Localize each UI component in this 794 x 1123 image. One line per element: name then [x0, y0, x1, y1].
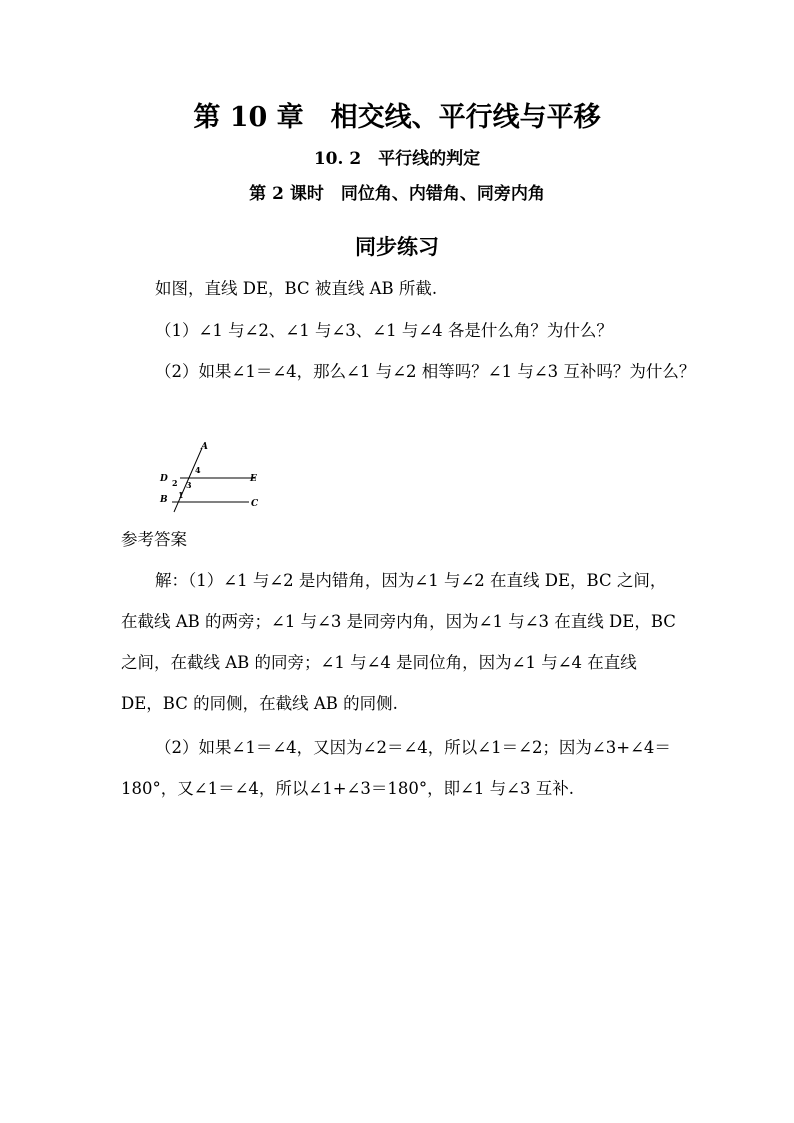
transversal-figure — [150, 440, 275, 515]
label-b: B — [160, 495, 168, 505]
angle-label-2: 2 — [172, 478, 178, 488]
chapter-title: 第 10 章 相交线、平行线与平移 — [193, 102, 601, 133]
label-a: A — [201, 442, 208, 452]
angle-label-4: 4 — [195, 465, 201, 475]
angle-label-1: 1 — [178, 490, 184, 500]
label-e: E — [250, 474, 257, 484]
problem-intro: 如图，直线 DE，BC 被直线 AB 所截. — [155, 279, 438, 298]
problem-question-1: （1）∠1 与∠2、∠1 与∠3、∠1 与∠4 各是什么角？为什么？ — [155, 321, 613, 340]
answer-part-2: （2）如果∠1＝∠4，又因为∠2＝∠4，所以∠1＝∠2；因为∠3+∠4＝180°，又∠1＝∠4，所以∠1+∠3＝180°，即∠1 与∠3 互补. — [121, 738, 671, 798]
angle-label-3: 3 — [186, 480, 192, 490]
problem-question-2: （2）如果∠1＝∠4，那么∠1 与∠2 相等吗？∠1 与∠3 互补吗？为什么？ — [155, 362, 696, 381]
practice-title: 同步练习 — [355, 234, 439, 259]
lesson-title: 第 2 课时 同位角、内错角、同旁内角 — [249, 184, 545, 204]
answer-title: 参考答案 — [121, 530, 187, 549]
section-title: 10. 2 平行线的判定 — [313, 149, 481, 169]
answer-part-1: 解：（1）∠1 与∠2 是内错角，因为∠1 与∠2 在直线 DE，BC 之间，在截线 AB 的两旁；∠1 与∠3 是同旁内角，因为∠1 与∠3 在直线 DE，BC 之间，在截线 AB 的同旁；∠1 与∠4 是同位角，因为∠1 与∠4 在直线 DE，BC 的同侧，在截线 AB 的同侧. — [121, 571, 676, 713]
label-d: D — [160, 474, 168, 484]
label-c: C — [251, 499, 259, 509]
